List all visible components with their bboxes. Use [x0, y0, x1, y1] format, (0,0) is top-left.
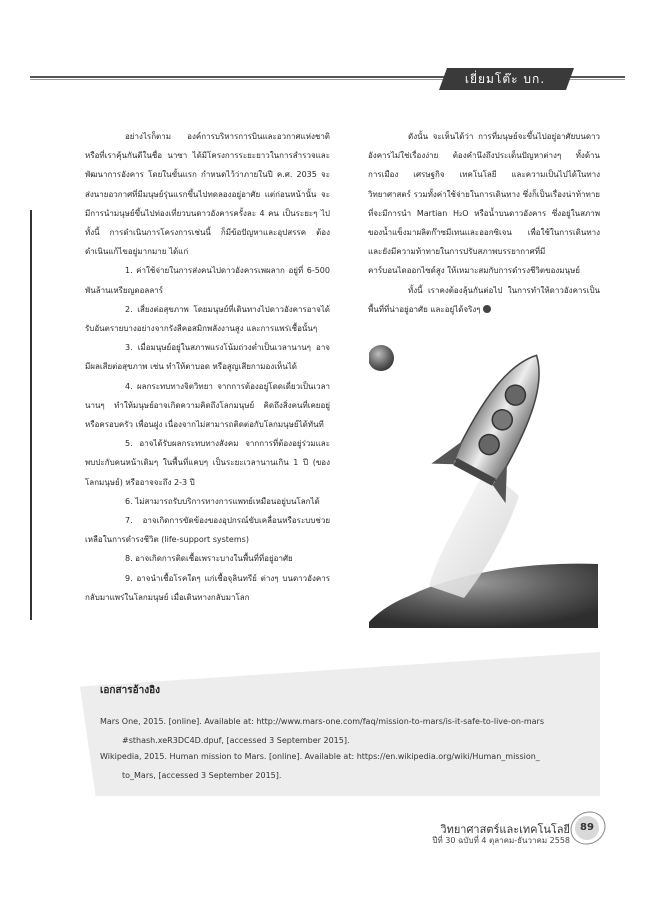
end-mark-icon	[483, 305, 491, 313]
journal-issue: ปีที่ 30 ฉบับที่ 4 ตุลาคม-ธันวาคม 2558	[432, 836, 570, 845]
right-column	[368, 127, 600, 319]
left-column	[85, 127, 330, 607]
paragraph-conclusion: ดังนั้น จะเห็นได้ว่า การที่มนุษย์จะขึ้นไปอยู่อาศัยบนดาวอังคารไม่ใช่เรื่องง่าย ต้องคำนึงถึงประเด็นปัญหาต่างๆ ทั้งด้านการเมือง เศรษฐกิจ เทคโนโลยี และความเป็นไปได้ในทางวิทยาศาสตร์ รวมทั้งค่าใช้จ่ายในการเดินทาง ซึ่งก็เป็นเรื่องน่าท้าทายที่จะมีการนำ Martian H₂O หรือน้ำบนดาวอังคาร ซึ่งอยู่ในสภาพของน้ำแข็งมาผลิตก๊าซมีเทนและออกซิเจน เพื่อใช้ในการเดินทาง และยังมีความท้าทายในการปรับสภาพบรรยากาศที่มีคาร์บอนไดออกไซด์สูง ให้เหมาะสมกับการดำรงชีวิตของมนุษย์	[368, 132, 600, 276]
rocket-illustration	[369, 336, 598, 628]
journal-title: วิทยาศาสตร์และเทคโนโลยี	[440, 823, 570, 836]
reference-line: to_Mars, [accessed 3 September 2015].	[122, 771, 282, 780]
list-item: 5. อาจได้รับผลกระทบทางสังคม จากการที่ต้องอยู่ร่วมและพบปะกับคนหน้าเดิมๆ ในพื้นที่แคบๆ เป็นระยะเวลานานเกิน 1 ปี (ของโลกมนุษย์) หรืออาจจะถึง 2-3 ปี	[85, 439, 330, 487]
rocket	[431, 336, 573, 503]
list-item: 4. ผลกระทบทางจิตวิทยา จากการต้องอยู่โดดเดี่ยวเป็นเวลานานๆ ทำให้มนุษย์อาจเกิดความคิดถึงโลกมนุษย์ คิดถึงสิ่งคนที่เคยอยู่ หรือครอบครัว เพื่อนฝูง เนื่องจากไม่สามารถติดต่อกับโลกมนุษย์ได้ทันที	[85, 381, 330, 430]
closing-text: ทั้งนี้ เราคงต้องลุ้นกันต่อไป ในการทำให้ดาวอังคารเป็นพื้นที่ที่น่าอยู่อาศัย และอยู่ได้จริงๆ	[368, 285, 600, 314]
reference-line: #sthash.xeR3DC4D.dpuf, [accessed 3 September 2015].	[122, 736, 350, 745]
paragraph-closing	[368, 281, 600, 319]
reference-line: Wikipedia, 2015. Human mission to Mars. [online]. Available at: https://en.wikipedia.org/wiki/Human_mission_	[100, 752, 540, 761]
list-item: 3. เมื่อมนุษย์อยู่ในสภาพแรงโน้มถ่วงต่ำเป็นเวลานานๆ อาจมีผลเสียต่อสุขภาพ เช่น ทำให้ตาบอด หรือสูญเสียกามองเห็นได้	[85, 343, 330, 372]
list-item: 6. ไม่สามารถรับบริการทางการแพทย์เหมือนอยู่บนโลกได้	[125, 496, 320, 506]
list-item: 2. เสี่ยงต่อสุขภาพ โดยมนุษย์ที่เดินทางไปดาวอังคารอาจได้รับอันตรายบางอย่างจากรังสีคอสมิกพลังงานสูง และการแพร่เชื้อนั้นๆ	[85, 304, 330, 334]
list-item: 9. อาจนำเชื้อโรคใดๆ แก่เชื้อจุลินทรีย์ ต่างๆ บนดาวอังคารกลับมาแพร่ในโลกมนุษย์ เมื่อเดินทางกลับมาโลก	[85, 573, 330, 602]
list-item: 1. ค่าใช้จ่ายในการส่งคนไปดาวอังคารเพผลาก อยู่ที่ 6-500 พันล้านเหรียญดอลลาร์	[85, 266, 330, 295]
references-heading: เอกสารอ้างอิง	[100, 685, 160, 696]
list-item: 8. อาจเกิดการติดเชื้อเพราะบางในพื้นที่ที่อยู่อาศัย	[125, 554, 293, 564]
page-number: 89	[575, 816, 599, 840]
list-item: 7. อาจเกิดการขัดข้องของอุปกรณ์ขับเคลื่อนหรือระบบช่วยเหลือในการดำรงชีวิต (life-support systems)	[85, 516, 330, 545]
reference-item	[100, 747, 575, 785]
reference-item	[100, 712, 575, 750]
margin-rule	[30, 210, 32, 620]
earth-surface	[369, 564, 598, 628]
mars-planet	[369, 345, 394, 371]
paragraph-intro: อย่างไรก็ตาม องค์การบริหารการบินและอวกาศแห่งชาติ หรือที่เราคุ้นกันดีในชื่อ นาซา ได้มีโครงการระยะยาวในการสำรวจและพัฒนาการอังคาร โดยในขั้นแรก กำหนดไว้ว่าภายในปี ค.ศ. 2035 จะส่งนายอวกาศที่มีมนุษย์รุ่นแรกขึ้นไปทดลองอยู่อาศัย แต่ก่อนหน้านั้น จะมีการนำมนุษย์ขึ้นไปท่องเที่ยวบนดาวอังคารครั้งละ 4 คน เป็นระยะๆ ไป ทั้งนี้ การดำเนินการโครงการเช่นนี้ ก็มีข้อปัญหาและอุปสรรค ต้องดำเนินแก้ไขอยู่มากมาย ได้แก่	[85, 132, 330, 257]
section-label: เยี่ยมโต๊ะ บก.	[464, 72, 546, 86]
reference-line: Mars One, 2015. [online]. Available at: http://www.mars-one.com/faq/mission-to-mars/is-it-safe-to-live-on-mars	[100, 717, 544, 726]
